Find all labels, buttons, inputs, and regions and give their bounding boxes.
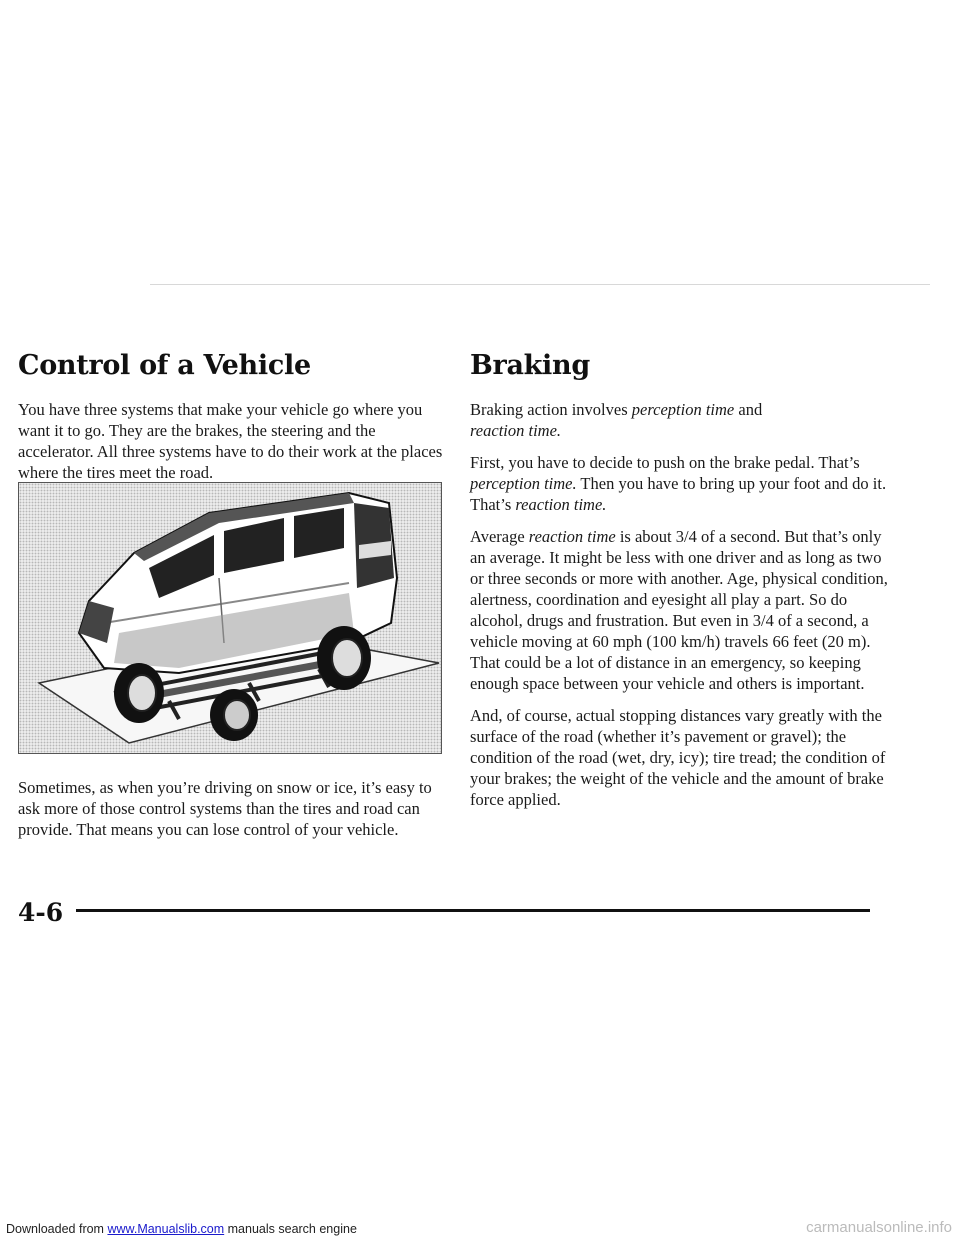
control-intro-paragraph: You have three systems that make your vehicle go where you want it to go. They are the brakes, the steering and the accelerator. All three systems have to do their work at the places where the tires meet the road.	[18, 400, 443, 482]
term-reaction-time: reaction time	[528, 527, 616, 546]
text-run: First, you have to decide to push on the brake pedal. That’s	[470, 453, 860, 472]
text-run: is about 3/4 of a second. But that’s only an average. It might be less with one driver and as long as two or three seconds or more with another. Age, physical condition, alertness, coordination and eyesight all play a part. So do alcohol, drugs and frustration. But even in 3/4 of a second, a vehicle moving at 60 mph (100 km/h) travels 66 feet (20 m). That could be a lot of distance in an emergency, so keeping enough space between your vehicle and others is important.	[470, 527, 888, 693]
watermark-logo: carmanualsonline.info	[806, 1219, 952, 1236]
left-column	[18, 350, 448, 483]
text-run: and	[734, 400, 763, 419]
footer-prefix: Downloaded from	[6, 1222, 108, 1236]
braking-paragraph-4: And, of course, actual stopping distances vary greatly with the surface of the road (whether it’s pavement or gravel); the condition of the road (wet, dry, icy); tire tread; the condition of your brakes; the weight of the vehicle and the amount of brake force applied.	[470, 706, 886, 809]
page-number: 4-6	[18, 898, 64, 927]
braking-paragraph-2	[470, 452, 890, 515]
term-reaction-time: reaction time.	[470, 421, 562, 440]
left-column-continued	[18, 777, 448, 851]
text-run: Then you have to bring up your foot and do it. That’s	[470, 474, 887, 514]
text-run: Braking action involves	[470, 400, 632, 419]
control-loss-paragraph: Sometimes, as when you’re driving on snow or ice, it’s easy to ask more of those control systems than the tires and road can provide. That means you can lose control of your vehicle.	[18, 778, 432, 839]
section-title-control: Control of a Vehicle	[18, 350, 311, 381]
bottom-divider	[76, 909, 870, 912]
van-illustration	[18, 482, 442, 754]
section-title-braking: Braking	[470, 350, 590, 381]
manualslib-link[interactable]: www.Manualslib.com	[107, 1222, 225, 1236]
van-on-platform-illustration-icon	[19, 483, 442, 754]
download-footer	[6, 1222, 357, 1236]
right-column	[470, 350, 890, 821]
footer-suffix: manuals search engine	[224, 1222, 357, 1236]
text-run: Average	[470, 527, 529, 546]
top-divider	[150, 284, 930, 285]
braking-paragraph-3	[470, 526, 890, 694]
term-perception-time: perception time	[631, 400, 735, 419]
term-reaction-time: reaction time.	[515, 495, 607, 514]
term-perception-time: perception time.	[470, 474, 577, 493]
braking-paragraph-1	[470, 399, 890, 441]
